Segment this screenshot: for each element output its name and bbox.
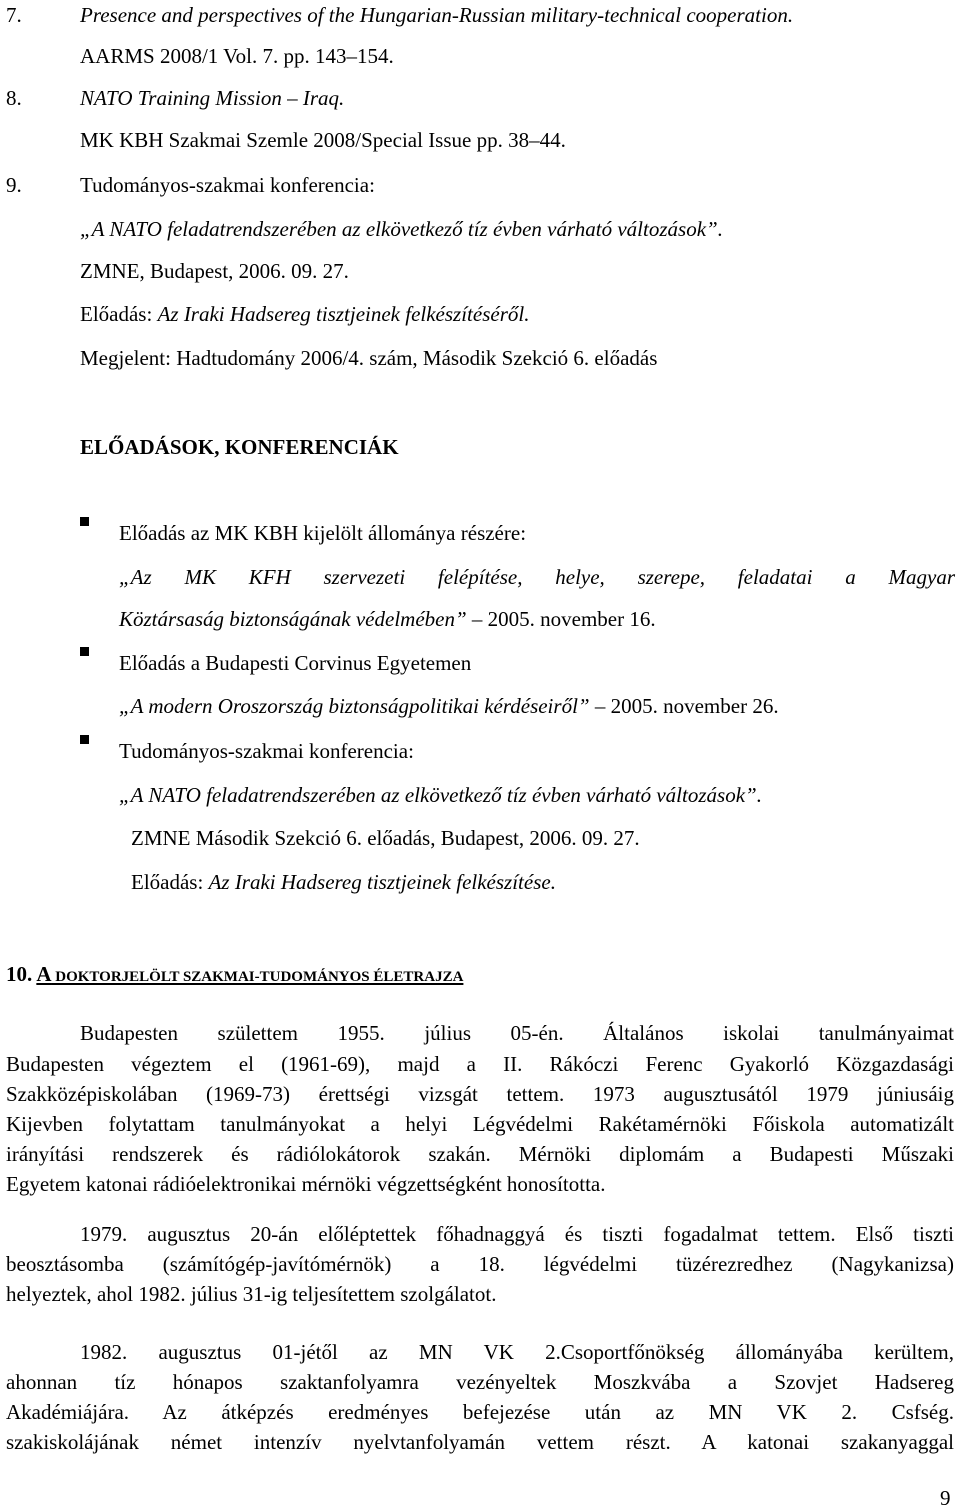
- ref-9-label: Tudományos-szakmai konferencia:: [80, 173, 375, 197]
- ref-9-lecture-title: Az Iraki Hadsereg tisztjeinek felkészítéséről.: [157, 302, 530, 326]
- paragraph-1-line: Budapesten születtem 1955. július 05-én. Általános iskolai tanulmányaimat: [80, 1021, 954, 1045]
- lecture-3-lecture-title: Az Iraki Hadsereg tisztjeinek felkészítése.: [208, 870, 556, 894]
- paragraph-2-line: beosztásomba (számítógép-javítómérnök) a 18. légvédelmi tüzérezredhez (Nagykanizsa): [6, 1252, 954, 1276]
- cv-heading: [6, 961, 463, 990]
- paragraph-2-line: 1979. augusztus 20-án előléptettek főhadnaggyá és tiszti fogadalmat tettem. Első tiszti: [80, 1222, 954, 1246]
- cv-heading-first-letter: A: [36, 962, 52, 986]
- ref-8-source: MK KBH Szakmai Szemle 2008/Special Issue pp. 38–44.: [80, 128, 566, 152]
- ref-9-number: 9.: [6, 173, 22, 197]
- paragraph-3-line: 1982. augusztus 01-jétől az MN VK 2.Csoportfőnökség állományába kerültem,: [80, 1340, 954, 1364]
- bullet-icon: [80, 647, 89, 656]
- lecture-2-title: „A modern Oroszország biztonságpolitikai kérdéseiről”: [119, 694, 590, 718]
- paragraph-3-line: szakiskolájának német intenzív nyelvtanfolyamán vettem részt. A katonai szakanyaggal: [6, 1430, 954, 1454]
- ref-7-number: 7.: [6, 3, 22, 27]
- lecture-3-lecture-prefix: Előadás:: [131, 870, 209, 894]
- lecture-2-label: Előadás a Budapesti Corvinus Egyetemen: [119, 651, 472, 675]
- ref-7-title: Presence and perspectives of the Hungarian-Russian military-technical cooperation.: [80, 3, 794, 27]
- lecture-3-place: ZMNE Második Szekció 6. előadás, Budapest, 2006. 09. 27.: [131, 826, 640, 850]
- ref-9-lecture-prefix: Előadás:: [80, 302, 158, 326]
- lecture-1-label: Előadás az MK KBH kijelölt állománya részére:: [119, 521, 527, 545]
- paragraph-1-line: Egyetem katonai rádióelektronikai mérnöki végzettségként honosította.: [6, 1172, 606, 1196]
- paragraph-2-line: helyeztek, ahol 1982. július 31-ig teljesítettem szolgálatot.: [6, 1282, 497, 1306]
- ref-9-lecture: [80, 301, 529, 327]
- paragraph-3-line: ahonnan tíz hónapos szaktanfolyamra vezényeltek Moszkvába a Szovjet Hadsereg: [6, 1370, 954, 1394]
- lecture-3-lecture: [131, 869, 556, 895]
- ref-9-published: Megjelent: Hadtudomány 2006/4. szám, Második Szekció 6. előadás: [80, 346, 658, 370]
- lecture-2-date: – 2005. november 26.: [589, 694, 779, 718]
- paragraph-1-line: Szakközépiskolában (1969-73) érettségi vizsgát tettem. 1973 augusztusától 1979 júniusáig: [6, 1082, 954, 1106]
- paragraph-1-line: irányítási rendszerek és rádiólokátorok szakán. Mérnöki diplomám a Budapesti Műszaki: [6, 1142, 954, 1166]
- cv-heading-title: [36, 962, 463, 986]
- lecture-3-label: Tudományos-szakmai konferencia:: [119, 739, 414, 763]
- paragraph-1-line: Kijevben folytattam tanulmányokat a helyi Légvédelmi Rakétamérnöki Főiskola automatizált: [6, 1112, 954, 1136]
- ref-9-conference-title: „A NATO feladatrendszerében az elkövetkező tíz évben várható változások”.: [80, 217, 723, 241]
- section-heading: ELŐADÁSOK, KONFERENCIÁK: [80, 435, 399, 459]
- ref-8-title: NATO Training Mission – Iraq.: [80, 86, 345, 110]
- cv-heading-number: 10.: [6, 962, 33, 986]
- lecture-1-title-line2-row: [119, 606, 656, 632]
- paragraph-1-line: Budapesten végeztem el (1961-69), majd a II. Rákóczi Ferenc Gyakorló Közgazdasági: [6, 1052, 954, 1076]
- lecture-1-title-line2: Köztársaság biztonságának védelmében”: [119, 607, 467, 631]
- bullet-icon: [80, 735, 89, 744]
- ref-7-source: AARMS 2008/1 Vol. 7. pp. 143–154.: [80, 44, 394, 68]
- lecture-3-title: „A NATO feladatrendszerében az elkövetkező tíz évben várható változások”.: [119, 783, 762, 807]
- lecture-2-title-row: [119, 693, 779, 719]
- bullet-icon: [80, 517, 89, 526]
- ref-9-place: ZMNE, Budapest, 2006. 09. 27.: [80, 259, 349, 283]
- page-number: 9: [940, 1486, 951, 1510]
- lecture-1-date: – 2005. november 16.: [466, 607, 656, 631]
- cv-heading-rest: DOKTORJELÖLT SZAKMAI-TUDOMÁNYOS ÉLETRAJZA: [51, 969, 464, 985]
- paragraph-3-line: Akadémiájára. Az átképzés eredményes befejezése után az MN VK 2. Csfség.: [6, 1400, 954, 1424]
- lecture-1-title-line1: „Az MK KFH szervezeti felépítése, helye, szerepe, feladatai a Magyar: [119, 565, 955, 589]
- ref-8-number: 8.: [6, 86, 22, 110]
